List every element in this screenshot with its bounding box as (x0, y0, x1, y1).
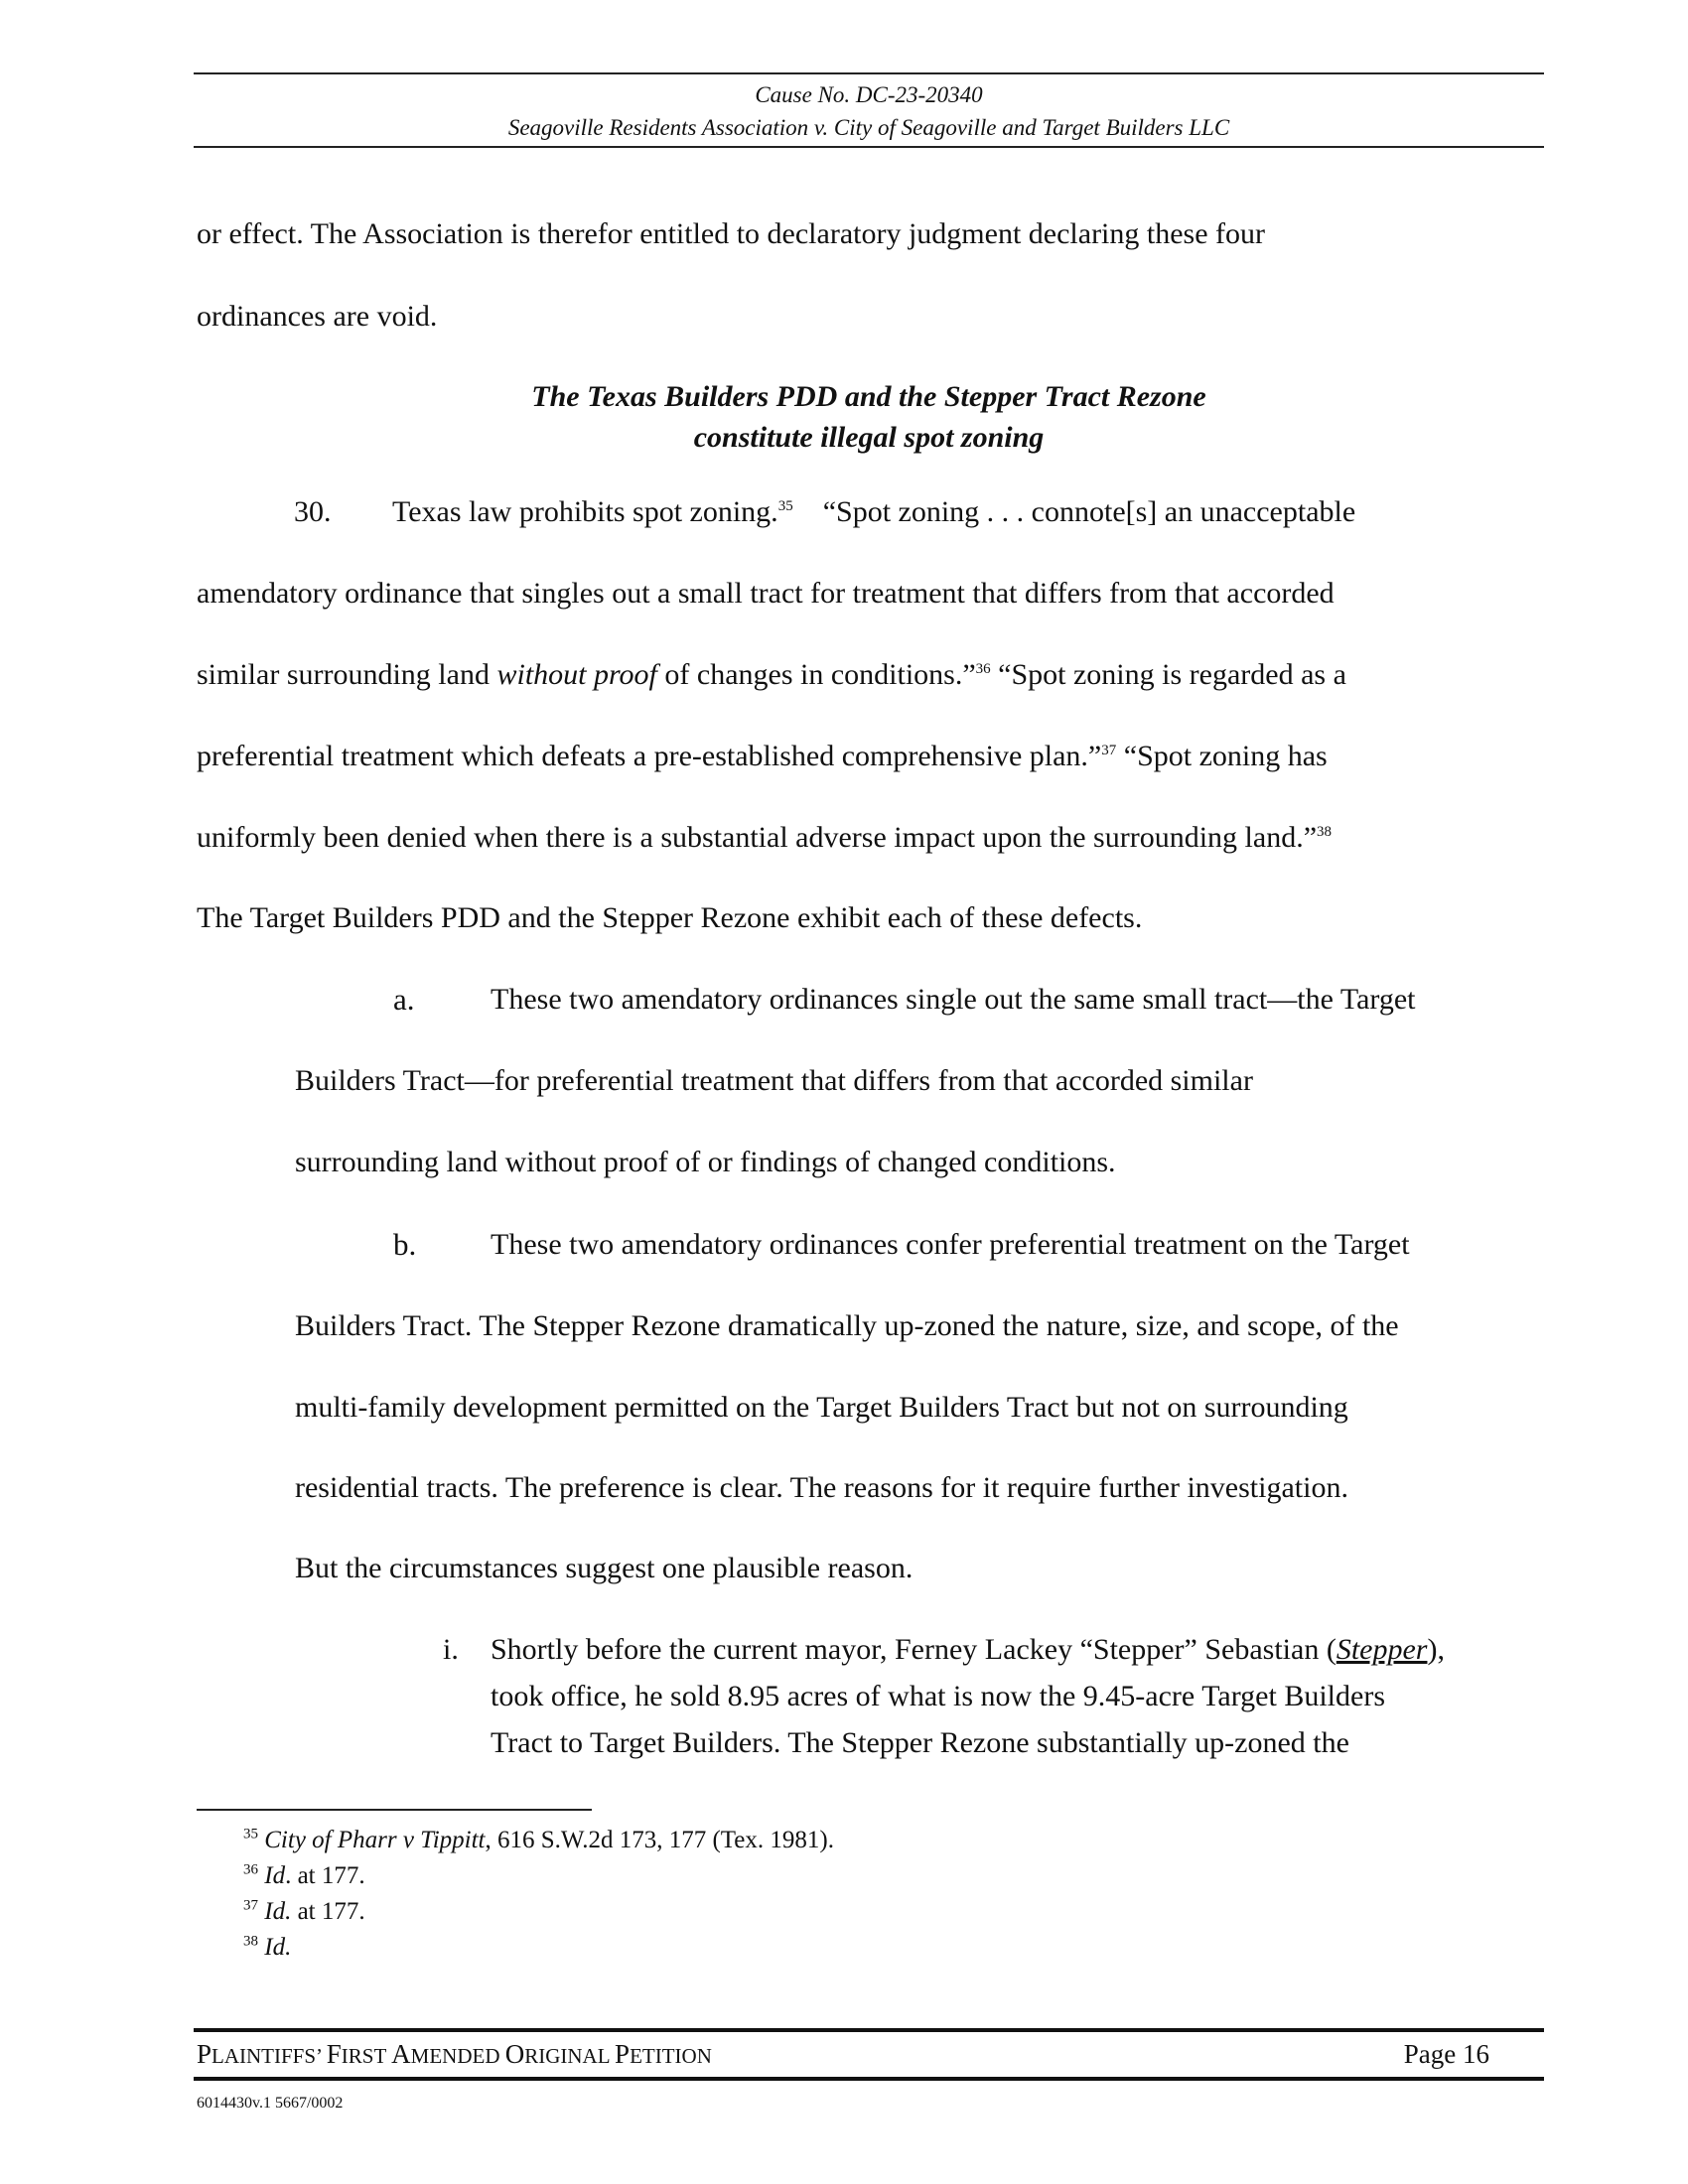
list-marker: i. (443, 1633, 459, 1666)
section-heading-line1: The Texas Builders PDD and the Stepper Tract Rezone (531, 380, 1206, 413)
footnote-separator (197, 1809, 592, 1811)
footnote-ref[interactable]: 38 (1317, 824, 1333, 840)
list-item-line: Shortly before the current mayor, Ferney Lackey “Stepper” Sebastian (Stepper), (491, 1633, 1445, 1666)
paragraph-line: amendatory ordinance that singles out a small tract for treatment that differs from that accorded (197, 577, 1335, 610)
list-item-line: took office, he sold 8.95 acres of what is now the 9.45-acre Target Builders (491, 1680, 1385, 1712)
list-item-line: Tract to Target Builders. The Stepper Rezone substantially up-zoned the (491, 1726, 1349, 1759)
footer-bottom-rule (194, 2077, 1544, 2081)
footer-top-rule (194, 2028, 1544, 2032)
list-marker: a. (393, 982, 415, 1017)
list-marker: b. (393, 1227, 417, 1262)
paragraph-number: 30. (294, 495, 332, 528)
footnote: $^{37}$ Id. at 177. (243, 1897, 365, 1925)
section-heading-line2: constitute illegal spot zoning (693, 421, 1045, 454)
defined-term: Stepper (1336, 1633, 1428, 1666)
intro-line: ordinances are void. (197, 300, 438, 333)
list-item-line: Builders Tract—for preferential treatment that differs from that accorded similar (295, 1064, 1253, 1097)
paragraph-line: similar surrounding land without proof of changes in conditions.”$^{36}$ “Spot zoning is regarded as a (197, 658, 1346, 691)
list-item-line: But the circumstances suggest one plausible reason. (295, 1552, 914, 1584)
header-bottom-rule (194, 146, 1544, 148)
footnote: $^{38}$ Id. (243, 1933, 292, 1961)
footer-document-title: PLAINTIFFS’ FIRST AMENDED ORIGINAL PETITION (197, 2039, 712, 2069)
footer-page-number: Page 16 (1403, 2039, 1489, 2069)
list-item-line: surrounding land without proof of or findings of changed conditions. (295, 1146, 1116, 1178)
list-item-line: These two amendatory ordinances confer preferential treatment on the Target (491, 1228, 1410, 1261)
footnote: $^{36}$ Id. at 177. (243, 1861, 365, 1889)
footnote-ref[interactable]: 37 (1101, 743, 1117, 758)
list-item-line: These two amendatory ordinances single out the same small tract—the Target (491, 983, 1416, 1016)
footnote-ref[interactable]: 35 (777, 498, 793, 514)
header-case-caption: Seagoville Residents Association v. City of Seagoville and Target Builders LLC (507, 115, 1230, 140)
header-cause-number: Cause No. DC-23-20340 (755, 82, 983, 107)
footnote: $^{35}$ City of Pharr v Tippitt, 616 S.W.2d 173, 177 (Tex. 1981). (243, 1826, 834, 1853)
footnote-ref[interactable]: 36 (975, 661, 991, 677)
intro-line: or effect. The Association is therefor entitled to declaratory judgment declaring these four (197, 217, 1266, 250)
paragraph-line: The Target Builders PDD and the Stepper Rezone exhibit each of these defects. (197, 901, 1143, 934)
list-item-line: multi-family development permitted on the Target Builders Tract but not on surrounding (295, 1391, 1348, 1424)
paragraph-line: uniformly been denied when there is a substantial adverse impact upon the surrounding land.”$^{38}$ (197, 821, 1333, 854)
list-item-line: residential tracts. The preference is clear. The reasons for it require further investigation. (295, 1471, 1348, 1504)
footer-document-id: 6014430v.1 5667/0002 (197, 2095, 344, 2112)
list-item-line: Builders Tract. The Stepper Rezone dramatically up-zoned the nature, size, and scope, of the (295, 1309, 1399, 1342)
header-top-rule (194, 72, 1544, 74)
paragraph-line: Texas law prohibits spot zoning.$^{35}$ “Spot zoning . . . connote[s] an unacceptable (392, 495, 1356, 528)
paragraph-line: preferential treatment which defeats a pre-established comprehensive plan.”$^{37}$ “Spot zoning has (197, 740, 1328, 772)
